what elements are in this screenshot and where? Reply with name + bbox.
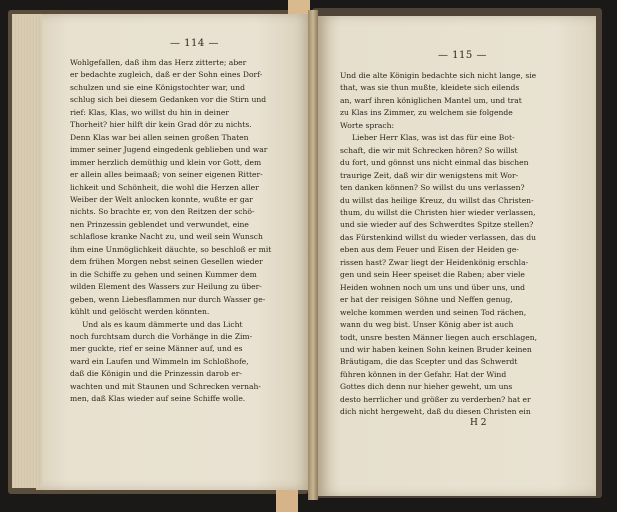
text-line: Lieber Herr Klas, was ist das für eine Bot- <box>352 133 515 143</box>
text-line: schlaflose kranke Nacht zu, und weil sein Wunsch <box>70 232 263 242</box>
text-line: du fort, und gönnst uns nicht einmal das bischen <box>340 158 529 168</box>
text-line: schaft, die wir mit Schrecken hören? So willst <box>340 145 518 155</box>
text-line: Heiden wohnen noch um uns und über uns, und <box>340 282 525 292</box>
text-line: Thorheit? hier hilft dir kein Grad dör zu nichts. <box>70 120 252 130</box>
text-line: wilden Element des Wassers zur Heilung zu über- <box>70 282 262 292</box>
text-line: du willst das heilige Kreuz, du willst das Christen- <box>340 195 534 205</box>
text-line: wann du weg bist. Unser König aber ist auch <box>340 320 514 330</box>
right-page-number: — 115 — <box>438 50 487 61</box>
text-line: schulzen und sie eine Königstochter war, und <box>70 82 245 92</box>
text-line: Worte sprach: <box>340 120 395 130</box>
text-line: wachten und mit Staunen und Schrecken vernah- <box>70 381 262 391</box>
bookmark-ribbon-bottom <box>276 490 298 512</box>
book-gutter <box>308 10 318 500</box>
text-line: nichts. So brachte er, von den Reitzen der schö- <box>70 207 255 217</box>
text-line: nen Prinzessin geblendet und verwundet, eine <box>70 219 249 229</box>
text-line: Denn Klas war bei allen seinen großen Thaten <box>70 132 249 142</box>
text-line: er hat der reisigen Söhne und Neffen genug, <box>340 295 513 305</box>
text-line: schlug sich bei diesem Gedanken vor die Stirn und <box>70 95 267 105</box>
text-line: ten danken können? So willst du uns verlassen? <box>340 183 525 193</box>
left-page-text <box>70 57 298 406</box>
text-line: lichkeit und Schönheit, die wohl die Herzen aller <box>70 182 259 192</box>
right-page-text <box>340 70 564 419</box>
signature-mark: H 2 <box>470 418 487 428</box>
text-line: immer seiner Jugend eingedenk geblieben und war <box>70 145 268 155</box>
text-line: in die Schiffe zu gehen und seinen Kummer dem <box>70 269 257 279</box>
text-line: mer guckte, rief er seine Männer auf, und es <box>70 344 243 354</box>
left-page-number: — 114 — <box>170 38 219 49</box>
text-line: thum, du willst die Christen hier wieder verlassen, <box>340 207 536 217</box>
text-line: das Fürstenkind willst du wieder verlassen, das du <box>340 232 536 242</box>
text-line: gen und sein Heer speiset die Raben; aber viele <box>340 270 525 280</box>
text-line: noch furchtsam durch die Vorhänge in die Zim- <box>70 331 253 341</box>
text-line: todt, unsre besten Männer liegen auch erschlagen, <box>340 332 538 342</box>
text-line: Gottes dich denn nur hieher geweht, um uns <box>340 382 513 392</box>
text-line: er bedachte zugleich, daß er der Sohn eines Dorf- <box>70 70 263 80</box>
text-line: Weiber der Welt anlocken konnte, wußte er gar <box>70 194 253 204</box>
text-line: an, warf ihren königlichen Mantel um, und trat <box>340 95 522 105</box>
text-line: ihm eine Unmöglichkeit däuchte, so beschloß er mit <box>70 244 272 254</box>
text-line: Und die alte Königin bedachte sich nicht lange, sie <box>340 71 537 80</box>
text-line: Wohlgefallen, daß ihm das Herz zitterte; aber <box>70 58 247 67</box>
text-line: Bräutigam, die das Scepter und das Schwerdt <box>340 357 518 367</box>
text-line: men, daß Klas wieder auf seine Schiffe wolle. <box>70 394 246 404</box>
text-line: dich nicht hergeweht, daß du diesen Christen ein <box>340 407 531 417</box>
text-line: that, was sie thun mußte, kleidete sich eilends <box>340 83 520 93</box>
text-line: kühlt und gelöscht werden könnten. <box>70 307 210 317</box>
text-line: immer herzlich demüthig und klein vor Gott, dem <box>70 157 262 167</box>
text-line: er allein alles beimaaß; von seiner eigenen Ritter- <box>70 170 263 180</box>
text-line: Und als es kaum dämmerte und das Licht <box>82 319 243 329</box>
text-line: rissen hast? Zwar liegt der Heidenkönig erschla- <box>340 257 529 267</box>
text-line: und wir haben keinen Sohn keinen Bruder keinen <box>340 344 532 354</box>
text-line: traurige Zeit, daß wir dir wenigstens mit Wor- <box>340 170 519 180</box>
text-line: eben aus dem Feuer und Eisen der Heiden ge- <box>340 245 519 255</box>
text-line: rief: Klas, Klas, wo willst du hin in deiner <box>70 107 229 117</box>
text-line: ward ein Laufen und Wimmeln im Schloßhofe, <box>70 356 249 366</box>
text-line: dem frühen Morgen nebst seinen Gesellen wieder <box>70 257 263 267</box>
text-line: geben, wenn Liebesflammen nur durch Wasser ge- <box>70 294 266 304</box>
text-line: welche kommen werden und seinen Tod rächen, <box>340 307 527 317</box>
text-line: und sie wieder auf des Schwerdtes Spitze stellen? <box>340 220 534 230</box>
text-line: daß die Königin und die Prinzessin darob er- <box>70 369 242 379</box>
text-line: zu Klas ins Zimmer, zu welchem sie folgende <box>340 108 513 118</box>
text-line: desto herrlicher und größer zu verderben? hat er <box>340 394 531 404</box>
text-line: führen können in der Gefahr. Hat der Wind <box>340 369 507 379</box>
page-edges <box>12 14 42 488</box>
